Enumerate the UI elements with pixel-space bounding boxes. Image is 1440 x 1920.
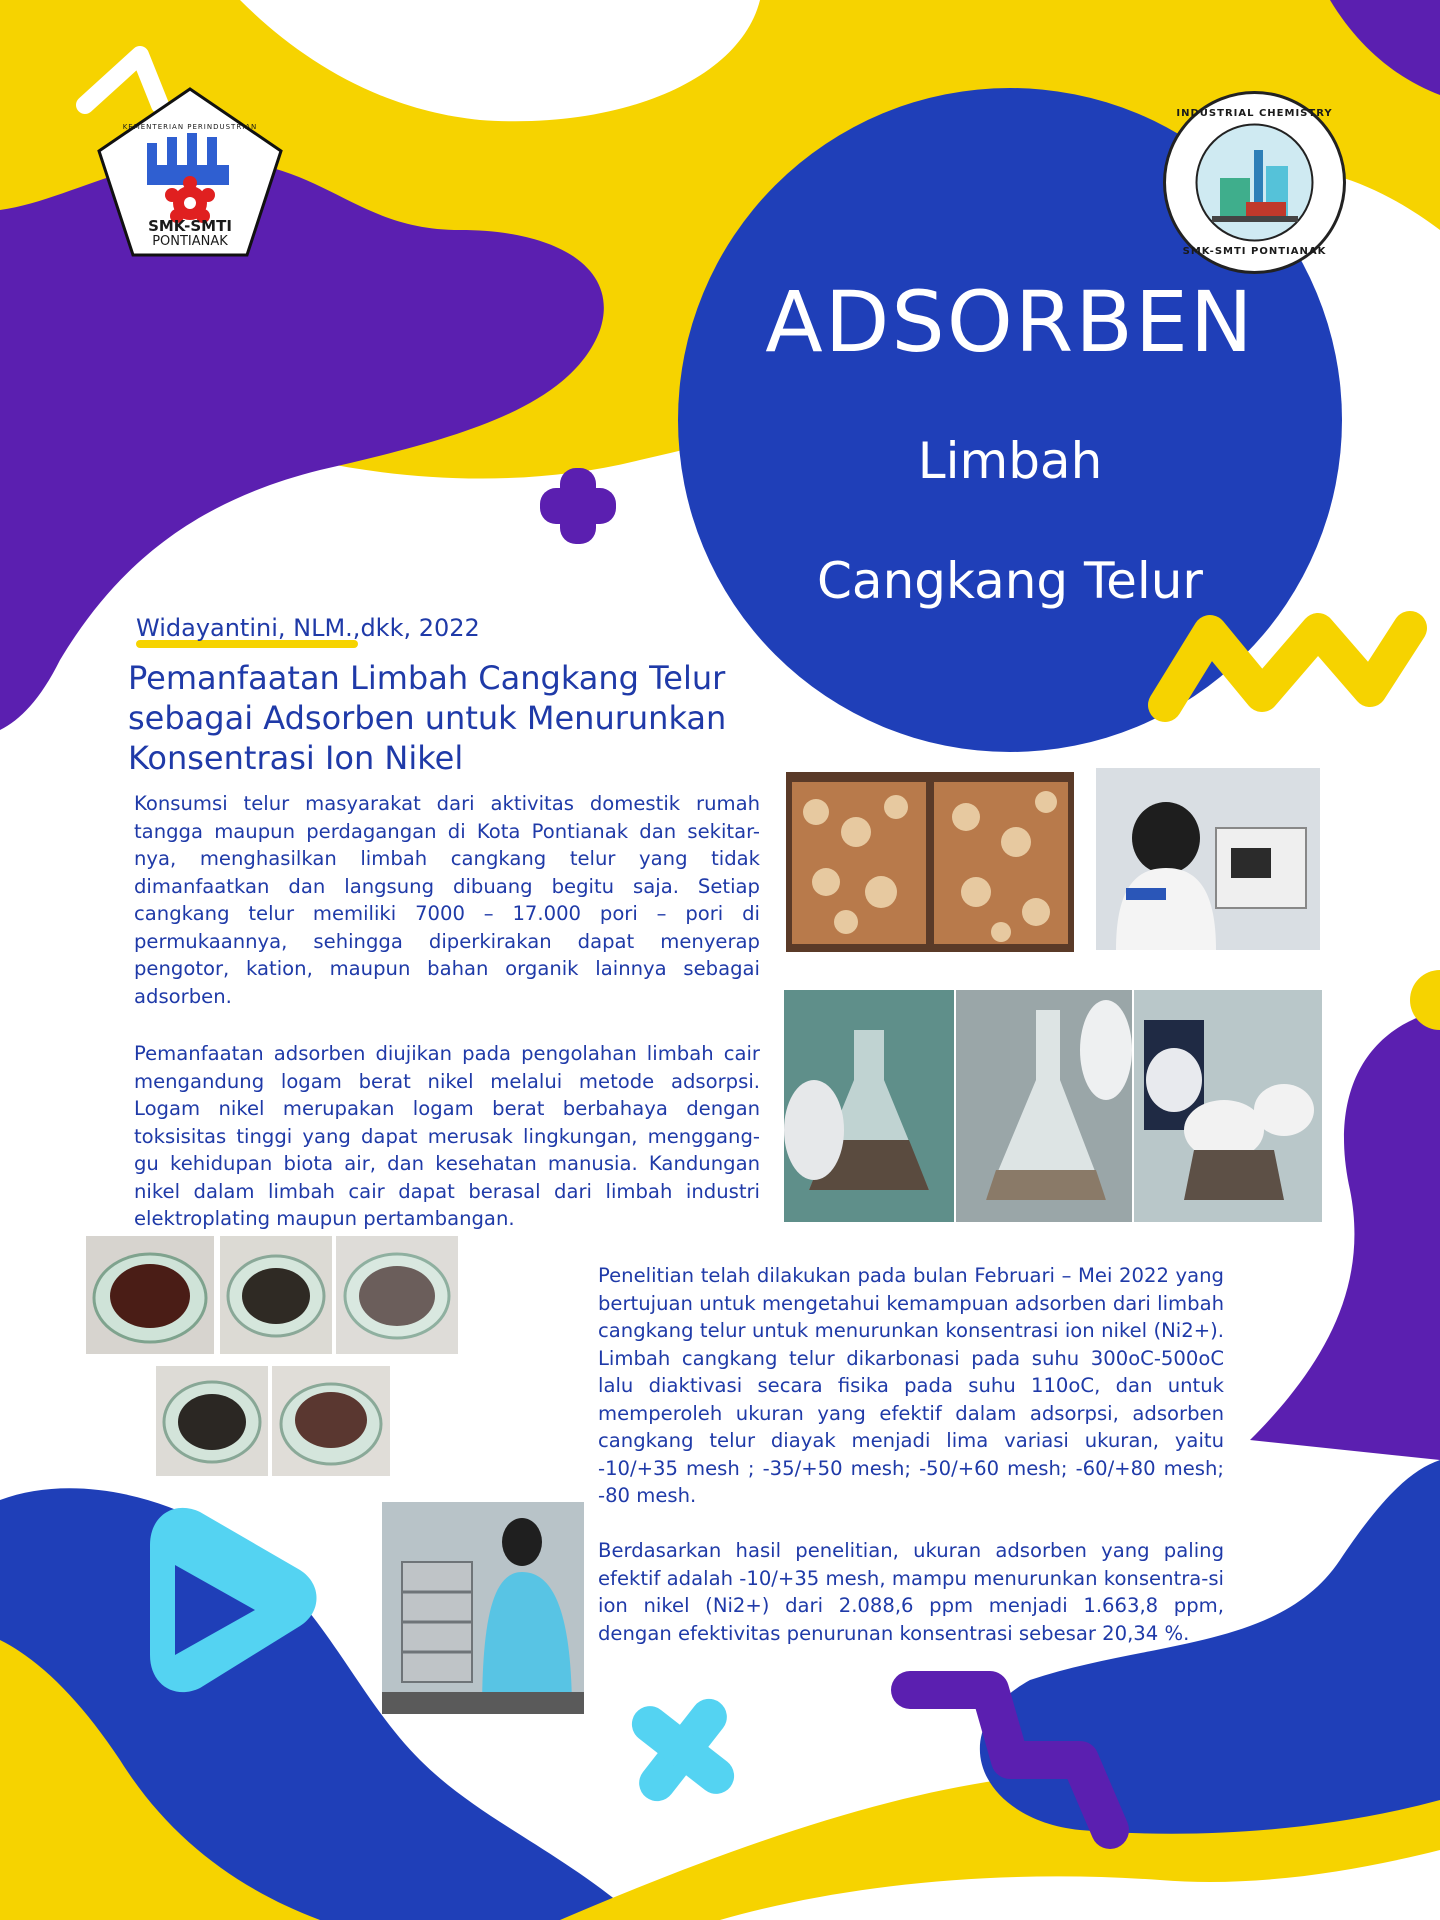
petri-dish-photo-2 [220,1236,332,1354]
author-citation: Widayantini, NLM.,dkk, 2022 [136,614,480,642]
paragraph-4: Berdasarkan hasil penelitian, ukuran adsorben yang paling efektif adalah -10/+35 mesh, mampu menurunkan konsentra-si ion nikel (Ni2+) dari 2.088,6 ppm menjadi 1.663,8 ppm, dengan efektivitas penurunan konsentrasi sebesar 20,34 %. [598,1539,1224,1645]
logo-arc-text: KEMENTERIAN PERINDUSTRIAN [122,123,258,131]
paragraph-2: Pemanfaatan adsorben diujikan pada pengolahan limbah cair mengandung logam berat nikel melalui metode adsorpsi. Logam nikel merupakan logam berat berbahaya dengan toksisitas tinggi yang dapat merusak lingkungan, menggang-gu kehidupan biota air, dan kesehatan manusia. Kandungan nikel dalam limbah cair dapat berasal dari limbah industri elektroplating maupun pertambangan. [134,1042,760,1230]
industrial-chemistry-logo [1162,90,1347,275]
flask-photo-3 [1134,990,1322,1222]
title-line-2: Limbah [917,432,1103,490]
sieve-shaker-photo [382,1502,584,1714]
flask-photo-1 [784,990,954,1222]
logo-bottom-text: SMK-SMTI PONTIANAK [1182,246,1327,257]
petri-dish-photo-3 [336,1236,458,1354]
smk-smti-logo [95,85,285,260]
paragraph-3: Penelitian telah dilakukan pada bulan Februari – Mei 2022 yang bertujuan untuk mengetahui kemampuan adsorben dari limbah cangkang telur untuk menurunkan konsentrasi ion nikel (Ni2+). Limbah cangkang telur dikarbonasi pada suhu 300oC-500oC lalu diaktivasi secara fisika pada suhu 110oC, dan untuk memperoleh ukuran yang efektif dalam adsorpsi, adsorben cangkang telur diayak menjadi lima variasi ukuran, yaitu -10/+35 mesh ; -35/+50 mesh; -50/+60 mesh; -60/+80 mesh; -80 mesh. [598,1264,1224,1507]
title-line-3: Cangkang Telur [817,552,1203,610]
main-title: ADSORBEN [765,273,1255,371]
article-headline: Pemanfaatan Limbah Cangkang Telur sebagai Adsorben untuk Menurunkan Konsentrasi Ion Nikel [128,659,727,777]
petri-dish-photo-4 [156,1366,268,1476]
petri-dish-photo-1 [86,1236,214,1354]
eggshell-photo [786,772,1074,952]
lab-furnace-photo [1096,768,1320,950]
petri-dish-photo-5 [272,1366,390,1476]
paragraph-1: Konsumsi telur masyarakat dari aktivitas domestik rumah tangga maupun perdagangan di Kota Pontianak dan sekitar-nya, menghasilkan limbah cangkang telur yang tidak dimanfaatkan dan langsung dibuang begitu saja. Setiap cangkang telur memiliki 7000 – 17.000 pori – pori di permukaannya, sehingga diperkirakan dapat menyerap pengotor, kation, maupun bahan organik lainnya sebagai adsorben. [134,792,760,1008]
logo-top-text: INDUSTRIAL CHEMISTRY [1176,108,1333,119]
logo-city: PONTIANAK [152,234,228,249]
flask-photo-2 [956,990,1132,1222]
logo-school-name: SMK-SMTI [148,217,232,235]
